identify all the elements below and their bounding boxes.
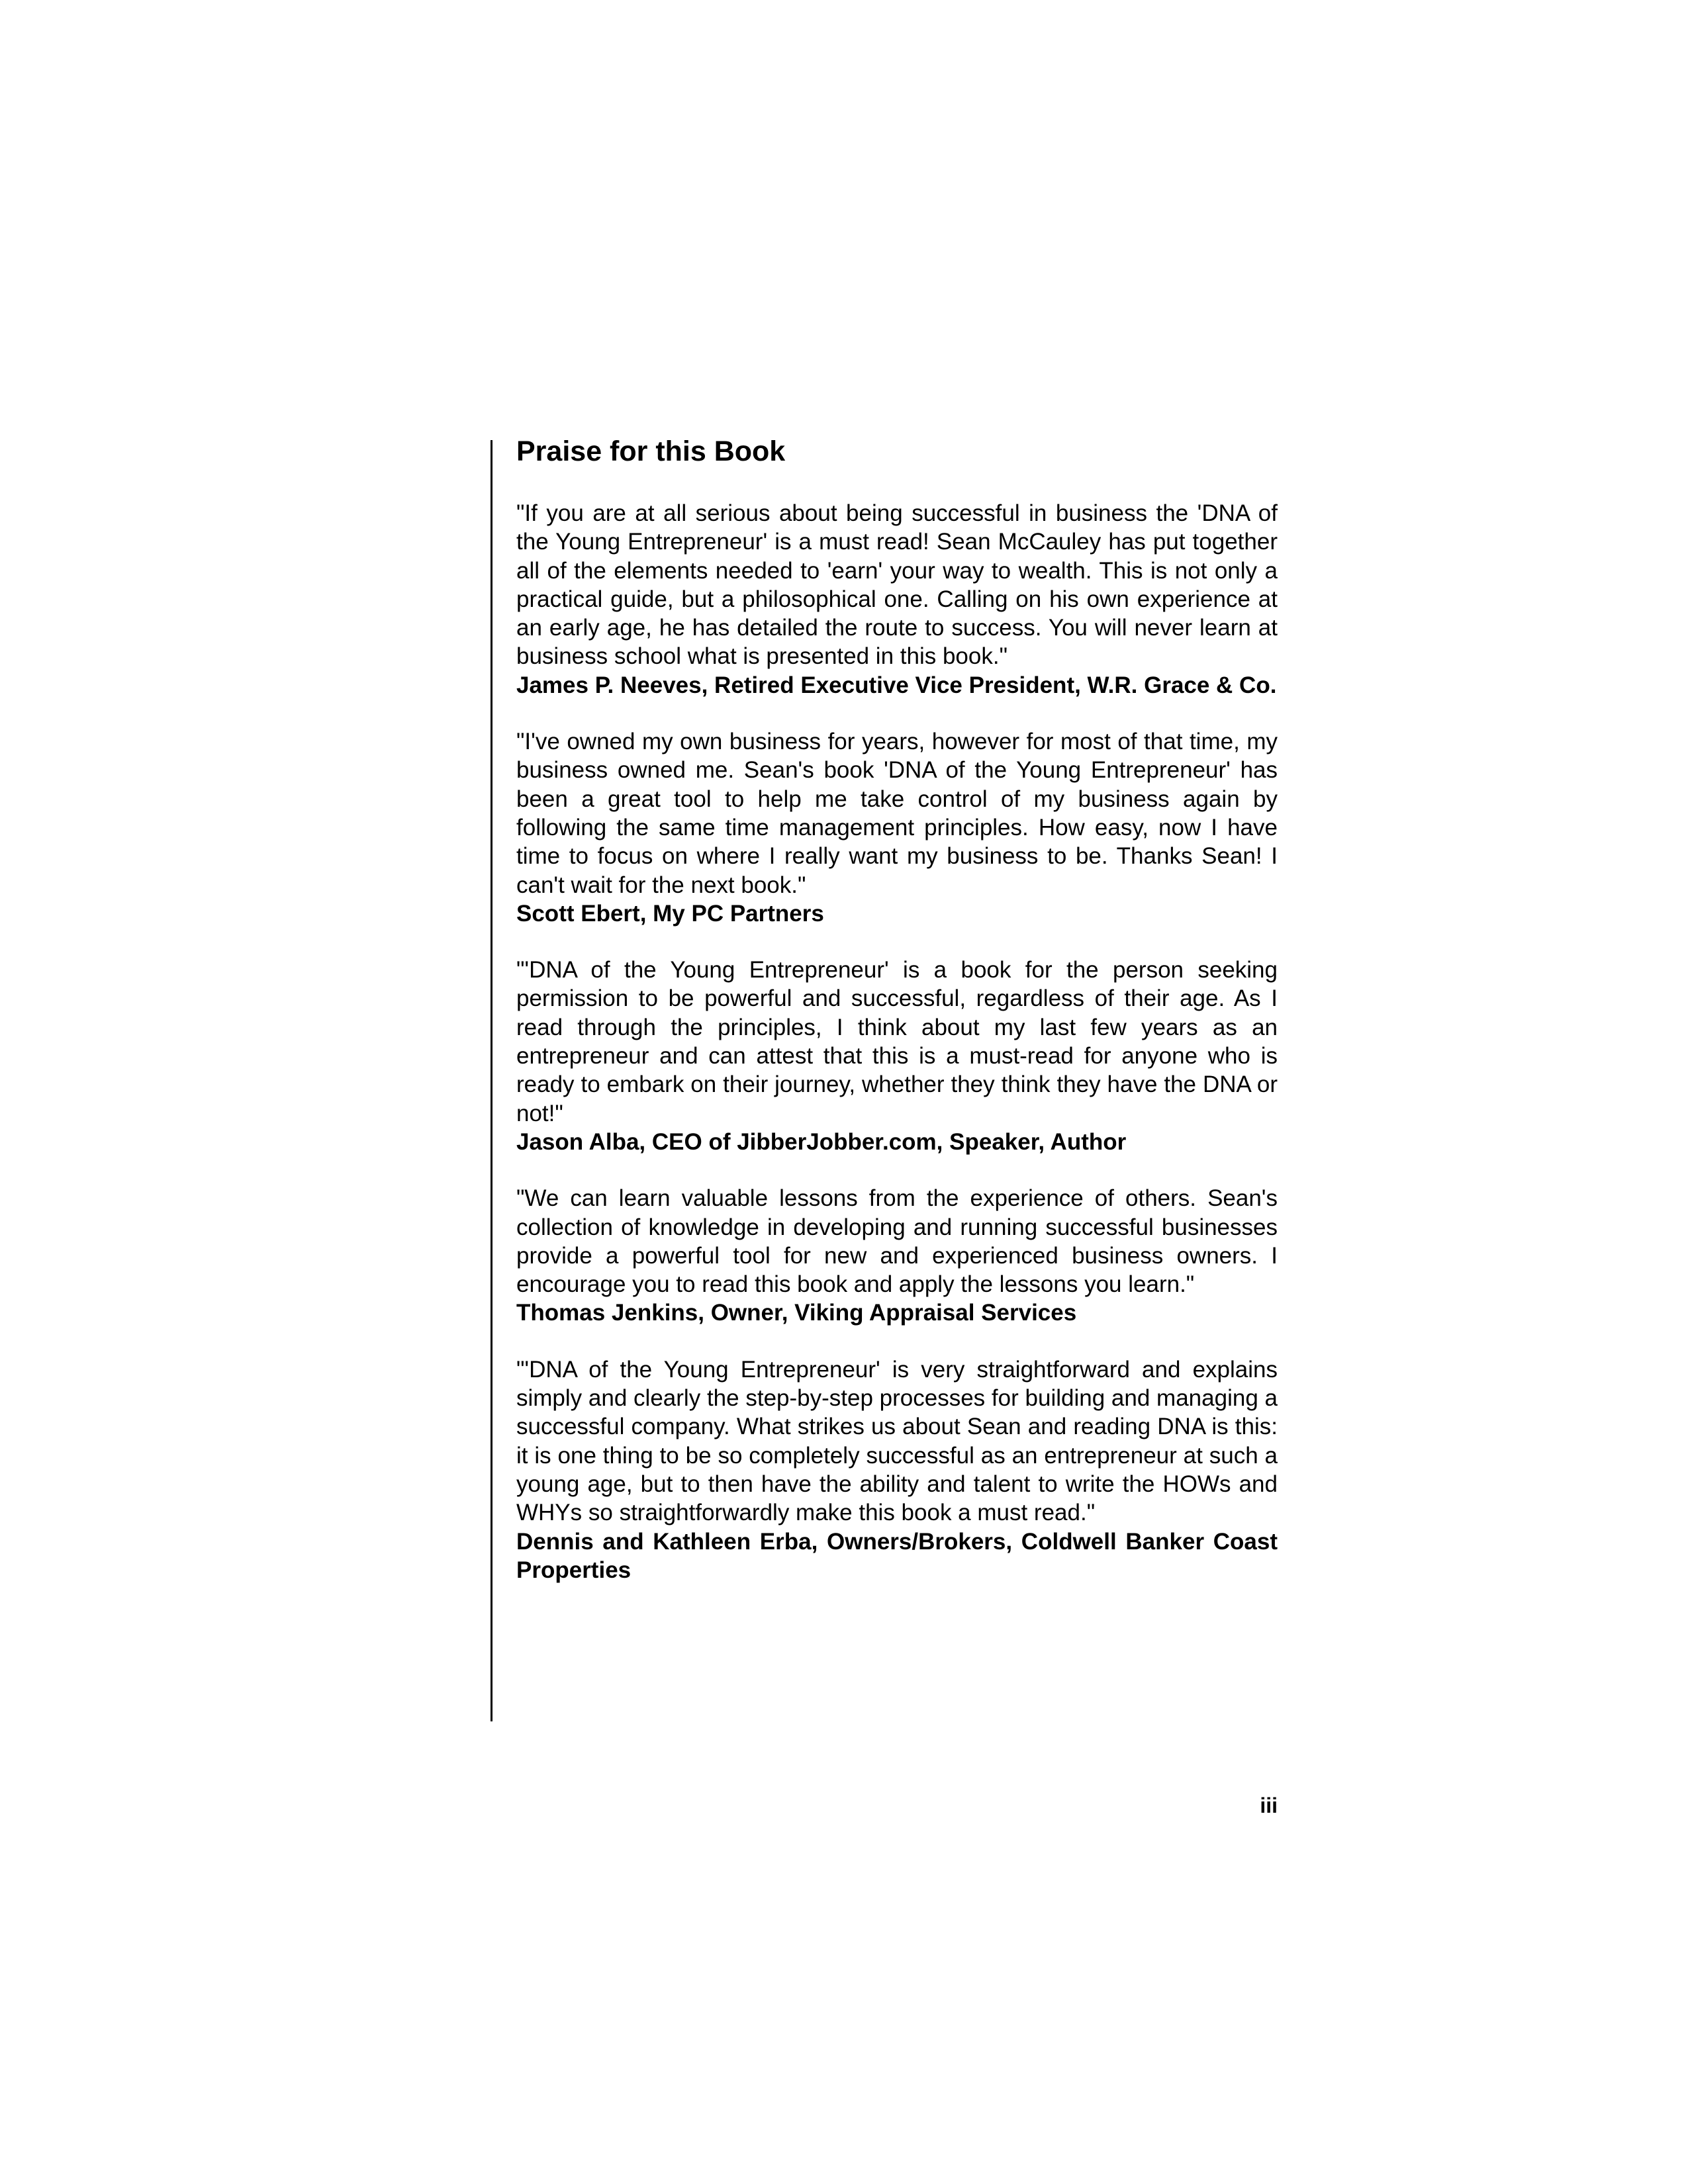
page-title: Praise for this Book <box>516 435 786 467</box>
testimonial-quote: "We can learn valuable lessons from the experience of others. Sean's collection of knowledge in developing and running successful businesses provide a powerful tool for new and experienced business owners. I encourage you to read this book and apply the lessons you learn." <box>516 1185 1278 1298</box>
testimonial-attribution: Jason Alba, CEO of JibberJobber.com, Speaker, Author <box>516 1128 1127 1155</box>
testimonial-quote: "'DNA of the Young Entrepreneur' is very straightforward and explains simply and clearly the step-by-step processes for building and managing a successful company. What strikes us about Sean and reading DNA is this: it is one thing to be so completely successful as an entrepreneur at such a young age, but to then have the ability and talent to write the HOWs and WHYs so straightforwardly make this book a must read." <box>516 1356 1278 1526</box>
testimonial-quote: "I've owned my own business for years, however for most of that time, my business owned me. Sean's book 'DNA of the Young Entrepreneur' has been a great tool to help me take control of my business again by following the same time management principles. How easy, now I have time to focus on where I really want my business to be. Thanks Sean! I can't wait for the next book." <box>516 729 1278 898</box>
testimonial-quote: "'DNA of the Young Entrepreneur' is a book for the person seeking permission to be powerful and successful, regardless of their age. As I read through the principles, I think about my last few years as an entrepreneur and can attest that this is a must-read for anyone who is ready to embark on their journey, whether they think they have the DNA or not!" <box>516 957 1278 1126</box>
testimonial-attribution: James P. Neeves, Retired Executive Vice President, W.R. Grace & Co. <box>516 672 1277 698</box>
testimonial <box>516 956 1278 1156</box>
testimonial <box>516 727 1278 928</box>
margin-rule <box>491 440 492 1721</box>
testimonial-attribution: Thomas Jenkins, Owner, Viking Appraisal Services <box>516 1300 1077 1326</box>
testimonial <box>516 1184 1278 1327</box>
page-content <box>516 432 1278 1612</box>
testimonial-attribution: Scott Ebert, My PC Partners <box>516 900 824 927</box>
page-number: iii <box>1260 1794 1278 1817</box>
testimonial-attribution: Dennis and Kathleen Erba, Owners/Brokers, Coldwell Banker Coast Properties <box>516 1528 1278 1583</box>
testimonial <box>516 1355 1278 1584</box>
testimonial <box>516 499 1278 700</box>
testimonial-quote: "If you are at all serious about being successful in business the 'DNA of the Young Entrepreneur' is a must read! Sean McCauley has put together all of the elements needed to 'earn' your way to wealth. This is not only a practical guide, but a philosophical one. Calling on his own experience at an early age, he has detailed the route to success. You will never learn at business school what is presented in this book." <box>516 500 1278 670</box>
